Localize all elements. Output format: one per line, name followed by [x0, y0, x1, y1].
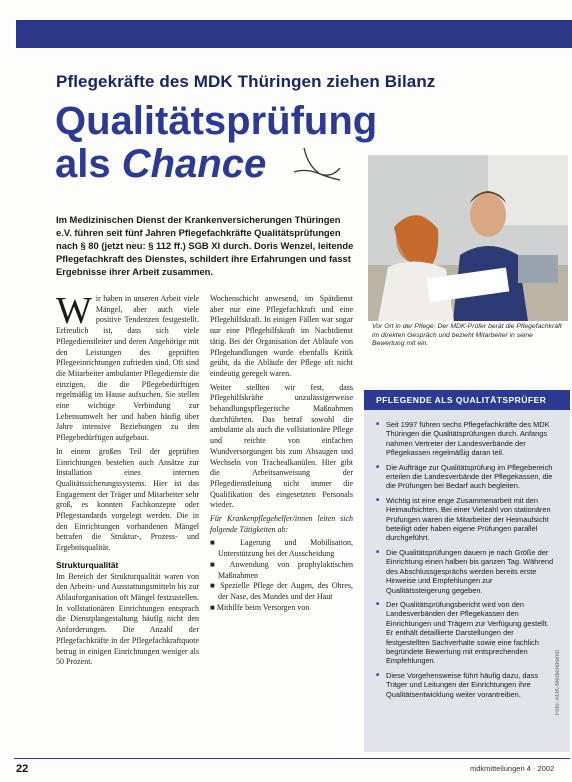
article-lead: Im Medizinischen Dienst der Krankenversicherungen Thüringen e.V. führen seit fünf Jahren Pflegefachkräfte Qualitätsprüfungen nach § 80 (jetzt neu: § 112 ff.) SGB XI durch. Doris Wenzel, leitende Pflegefachkraft des Dienstes, schildert ihre Erfahrungen und fasst Ergebnisse ihrer Arbeit zusammen.: [56, 214, 354, 277]
section-subhead: Strukturqualität: [56, 559, 119, 570]
list-item: ■ Anwendung von prophylaktischen Maßnahmen: [210, 559, 353, 580]
body-paragraph: In einem großen Teil der geprüften Einrichtungen bestehen auch Ansätze zur Installation eines internen Qualitätssicherungssystems. Hier ist das Engagement der Träger und Mitarbeiter sehr groß, es konnten Fachkonzepte oder Pflegestandards vorgelegt werden. Die in den Einrichtungen vorhandenen Mängel betrafen die Struktur-, Prozess- und Ergebnisqualität.: [56, 446, 199, 553]
info-box-title: PFLEGENDE ALS QUALITÄTSPRÜFER: [364, 390, 570, 410]
footer-rule: [14, 758, 570, 759]
info-box-item: ■ Der Qualitätsprüfungsbericht wird von den Landesverbänden der Pflegekassen den Einrichtungen und Trägern zur Verfügung gestellt. Er enthält detaillierte Darstellungen der festgestellten Sachverhalte sowie eine fachlich begründete Bewertung mit entsprechenden Empfehlungen.: [376, 600, 558, 666]
info-box-item: ■ Die Qualitätsprüfungen dauern je nach Größe der Einrichtung einen halben bis ganzen Tag. Während des Abschlussgesprächs werden bereits erste Hinweise und Empfehlungen zur Qualitätssteigerung gegeben.: [376, 548, 558, 595]
info-box: [364, 390, 570, 752]
body-paragraph: [56, 290, 199, 444]
body-column-2: [210, 294, 353, 613]
drop-cap: W: [56, 290, 92, 332]
body-paragraph: Im Bereich der Strukturqualität waren von den Arbeits- und Ausstattungsmitteln bis zur Ablauforganisation oft Mängel festzustellen. In vollstationären Einrichtungen entsprach die Dienstplangestaltung häufig nicht den Anforderungen. Die Anzahl der Pflegefachkräfte in der Pflegefachkraftquote betrug in einigen Einrichtungen weniger als 50 Prozent.: [56, 571, 199, 667]
page-number: 22: [16, 763, 29, 775]
body-column-1: [56, 290, 199, 671]
list-item: ■ Spezielle Pflege der Augen, des Ohres, der Nase, des Mundes und der Haut: [210, 581, 353, 601]
info-box-item: ■ Seit 1997 führen sechs Pflegefachkräfte des MDK Thüringen die Qualitätsprüfungen durch. Anfangs nahmen Vertreter der Landesverbände der Pflegekassen regelmäßig daran teil.: [376, 420, 558, 458]
info-box-item: ■ Die Aufträge zur Qualitätsprüfung im Pflegebereich erteilen die Landesverbände der Pflegekassen, die die Prüfungen bei Bedarf auch begleiten.: [376, 463, 558, 491]
headline-emphasis: Chance: [121, 142, 267, 186]
info-box-list: [364, 410, 570, 699]
list-item: ■ Lagerung und Mobilisation, Unterstützung bei der Ausscheidung: [210, 538, 353, 559]
checkmark-scribble-icon: [286, 138, 346, 188]
body-text: ir haben in unseren Arbeit viele Mängel, aber auch viele positive Tendenzen festgestellt. Erfreulich ist, dass sich viele Pflegedienstleiter und deren Angehörige mit den Leistungen des geprüften Pflegeeinrichtungen zufrieden sind. Oft sind die Mitarbeiter ambulanter Pflegedienste die einzigen, die die Pflegebedürftigen regelmäßig im Hause aufsuchen. Sie stellen eine wichtige Verbindung zur Lebensumwelt her und haben häufig über Jahre intensive Beziehungen zu den Pflegebedürftigen aufgebaut.: [56, 294, 199, 443]
top-color-bar: [16, 20, 572, 48]
body-paragraph: Wochenschicht anwesend, im Spätdienst aber nur eine Pflegefachkraft und eine Pflegehilfskraft. In einigen Fällen war sogar nur eine Pflegehilfskraft im Nachtdienst tätig. Bei der Organisation der Abläufe von Pflegehandlungen wurde ebenfalls Kritik geübt, da die Abläufe der Pflege oft nicht eindeutig geregelt waren.: [210, 294, 353, 378]
headline-line-1: Qualitätsprüfung: [55, 99, 378, 143]
body-paragraph: Weiter stellten wir fest, dass Pflegehilfskräfte unzulässigerweise behandlungspflegerische Maßnahmen durchführten. Das betraf sowohl die ambulante als auch die vollstationäre Pflege und reichte von einfachen Wundversorgungen bis zum Absaugen und Wechseln von Trachealkanülen. Hier gibt die Arbeitsanweisung der Pflegedienstleitung nicht immer die Qualifikation des eingesetzten Personals wieder.: [210, 382, 353, 510]
task-list: [210, 538, 353, 613]
info-box-item: ■ Wichtig ist eine enge Zusammenarbeit mit den Heimaufsichten. Bei einer Vielzahl von stationären Prüfungen waren die Mitarbeiter der Heimaufsicht beteiligt oder haben eigene Prüfungen parallel durchgeführt.: [376, 496, 558, 543]
list-item: ■ Mithilfe beim Versorgen von: [210, 602, 310, 612]
list-intro: Für Krankenpflegehelfer/innen leiten sich folgende Tätigkeiten ab:: [210, 514, 353, 534]
photo-illustration: [368, 155, 568, 321]
photo-caption: Vor Ort in der Pflege: Der MDK-Prüfer berät die Pflegefachkraft im direkten Gespräch und bezieht Mitarbeiter in seine Bewertung mit ein.: [372, 323, 562, 347]
article-kicker: Pflegekräfte des MDK Thüringen ziehen Bilanz: [56, 72, 436, 91]
article-photo: [368, 155, 568, 321]
info-box-item: ■ Diese Vorgehensweise führt häufig dazu, dass Träger und Leitungen der Einrichtungen ihre Qualitätsentwicklung weiter vorantreiben.: [376, 671, 558, 699]
journal-issue: mdkmitteilungen 4 · 2002: [470, 764, 555, 773]
headline-prefix: als: [55, 142, 111, 186]
photo-credit: Foto: AOK-Mediendienst: [555, 650, 561, 716]
